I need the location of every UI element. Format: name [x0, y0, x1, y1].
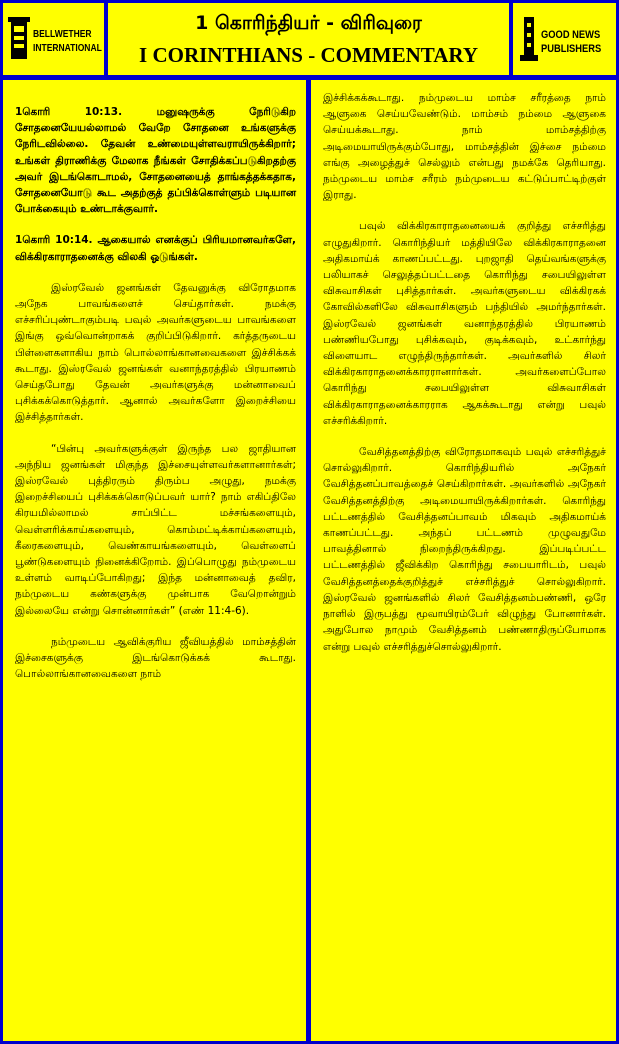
right-column	[311, 80, 616, 1041]
page-header	[3, 3, 616, 75]
publisher-logo-line-1: GOOD NEWS	[541, 29, 601, 41]
commentary-paragraph: இச்சிக்கக்கூடாது. நம்முடைய மாம்ச சரீரத்தை நாம் ஆளுகை செய்யவேண்டும். மாம்சம் நம்மை ஆளுகை செய்யக்கூடாது. நாம் மாம்சத்திற்கு அடிமையாயிருக்கும்போது, மாம்சத்தின் இச்சை நம்மை எங்கு அழைத்துச் செல்லும் என்பது நமக்கே தெரியாது. நம்முடைய மாம்ச சரீரம் நம்முடைய கட்டுப்பாட்டிற்குள் இராது.	[323, 92, 606, 202]
page-title-tamil: 1 கொரிந்தியர் - விரிவுரை	[195, 12, 422, 34]
verse-10-13: 1கொரி 10:13. மனுஷருக்கு நேரிடுகிற சோதனையேயல்லாமல் வேறே சோதனை உங்களுக்கு நேரிடவில்லை. தேவன் உண்மையுள்ளவராயிருக்கிறார்; உங்கள் திராணிக்கு மேலாக நீங்கள் சோதிக்கப்படுகிறதற்கு அவர் இடங்கொடாமல், சோதனையைத் தாங்கத்தக்கதாக, சோதனையோடு கூட அதற்குத் தப்பிக்கொள்ளும் படியான போக்கையும் உண்டாக்குவார்.	[15, 106, 296, 216]
good-news-publishers-logo	[513, 3, 616, 75]
bellwether-logo-line-1: BELLWETHER	[33, 29, 92, 40]
page-title-english: I CORINTHIANS - COMMENTARY	[139, 43, 478, 67]
publisher-tower-icon	[520, 15, 538, 61]
commentary-paragraph: பவுல் விக்கிரகாராதனையைக் குறித்து எச்சரித்து எழுதுகிறார். கொரிந்தியர் மத்தியிலே விக்கிரகாராதனை அதிகமாய்க் காணப்பட்டது. புறஜாதி தெய்வங்களுக்கு பலியாகச் செலுத்தப்பட்டதை கொரிந்து சபையிலுள்ள விசுவாசிகள் புசித்தார்கள். அவர்களுடைய விக்கிரகக் கோவில்களிலே விசுவாசிகளும் பந்தியில் அமர்ந்தார்கள். இஸ்ரவேல் ஜனங்கள் வனாந்தரத்தில் பிரயாணம் பண்ணியபோது புசிக்கவும், குடிக்கவும், உட்கார்ந்து விளையாட எழுந்திருந்தார்கள். அவர்களில் சிலர் விக்கிரகாராதனைக்காரரானார்கள். அவர்களைப்போல கொரிந்து சபையிலுள்ள விசுவாசிகள் விக்கிரகாராதனைக்காரராக ஆகக்கூடாது என்று பவுல் எச்சரிக்கிறார்.	[323, 220, 606, 427]
commentary-paragraph: வேசித்தனத்திற்கு விரோதமாகவும் பவுல் எச்சரித்துச் சொல்லுகிறார். கொரிந்தியரில் அநேகர் வேசித்தனப்பாவத்தைச் செய்கிறார்கள். அவர்களில் அநேகர் வேசித்தனத்திற்கு அடிமையாயிருக்கிறார்கள். கொரிந்து பட்டணத்தில் வேசித்தனப்பாவம் மிகவும் அதிகமாய்க் காணப்பட்டது. அந்தப் பட்டணம் முழுவதுமே பாவத்தினால் நிறைந்திருக்கிறது. இப்படிப்பட்ட பட்டணத்தில் ஜீவிக்கிற கொரிந்து சபையாரிடம், பவுல் வேசித்தனத்தைக்குறித்துச் எச்சரித்துச் சொல்லுகிறார். இஸ்ரவேல் ஜனங்களில் சிலர் வேசித்தனம்பண்ணி, ஒரே நாளில் இருபத்து மூவாயிரம்பேர் விழுந்து போனார்கள். அதுபோல நாமும் வேசித்தனம் பண்ணாதிருப்போமாக என்று பவுல் எச்சரித்துச்சொல்லுகிறார்.	[323, 446, 606, 653]
left-column	[3, 80, 306, 1041]
commentary-paragraph: நம்முடைய ஆவிக்குரிய ஜீவியத்தில் மாம்சத்தின் இச்சைகளுக்கு இடங்கொடுக்கக் கூடாது. பொல்லாங்கானவைகளை நாம்	[15, 635, 296, 681]
commentary-paragraph: “பின்பு அவர்களுக்குள் இருந்த பல ஜாதியான அந்நிய ஜனங்கள் மிகுந்த இச்சையுள்ளவர்களானார்கள்; இஸ்ரவேல் புத்திரரும் திரும்ப அழுது, நமக்கு இறைச்சியைப் புசிக்கக்கொடுப்பவர் யார்? நாம் எகிப்திலே கிரயமில்லாமல் சாப்பிட்ட மச்சங்களையும், வெள்ளரிக்காய்களையும், கொம்மட்டிக்காய்களையும், கீரைகளையும், வெண்காயங்களையும், வெள்ளைப் பூண்டுகளையும் நினைக்கிறோம். இப்பொழுது நம்முடைய உள்ளம் வாடிப்போகிறது; இந்த மன்னாவைத் தவிர, நம்முடைய கண்களுக்கு முன்பாக வேறொன்றும் இல்லையே என்று சொன்னார்கள்” (எண் 11:4-6).	[15, 442, 296, 617]
publisher-logo-line-2: PUBLISHERS	[541, 43, 602, 55]
bellwether-logo	[3, 3, 104, 75]
title-panel	[108, 3, 509, 75]
bellwether-sheep-icon	[8, 17, 30, 61]
commentary-paragraph: இஸ்ரவேல் ஜனங்கள் தேவனுக்கு விரோதமாக அநேக பாவங்களைச் செய்தார்கள். நமக்கு எச்சரிப்புண்டாகும்படி பவுல் அவர்களுடைய பாவங்களை இங்கு ஒவ்வொன்றாகக் குறிப்பிடுகிறார். கர்த்தருடைய பிள்ளைகளாகிய நாம் பொல்லாங்கானவைகளை இச்சிக்கக் கூடாது. இஸ்ரவேல் ஜனங்கள் வனாந்தரத்தில் பிரயாணம் செய்தபோது தேவன் அவர்களுக்கு மன்னாவைப் புசிக்கக்கொடுத்தார். ஆனால் அவர்களோ இறைச்சியை இச்சித்தார்கள்.	[15, 281, 296, 424]
verse-10-14: 1கொரி 10:14. ஆகையால் எனக்குப் பிரியமானவர்களே, விக்கிரகாராதனைக்கு விலகி ஓடுங்கள்.	[15, 234, 296, 263]
bellwether-logo-line-2: INTERNATIONAL	[33, 43, 102, 54]
